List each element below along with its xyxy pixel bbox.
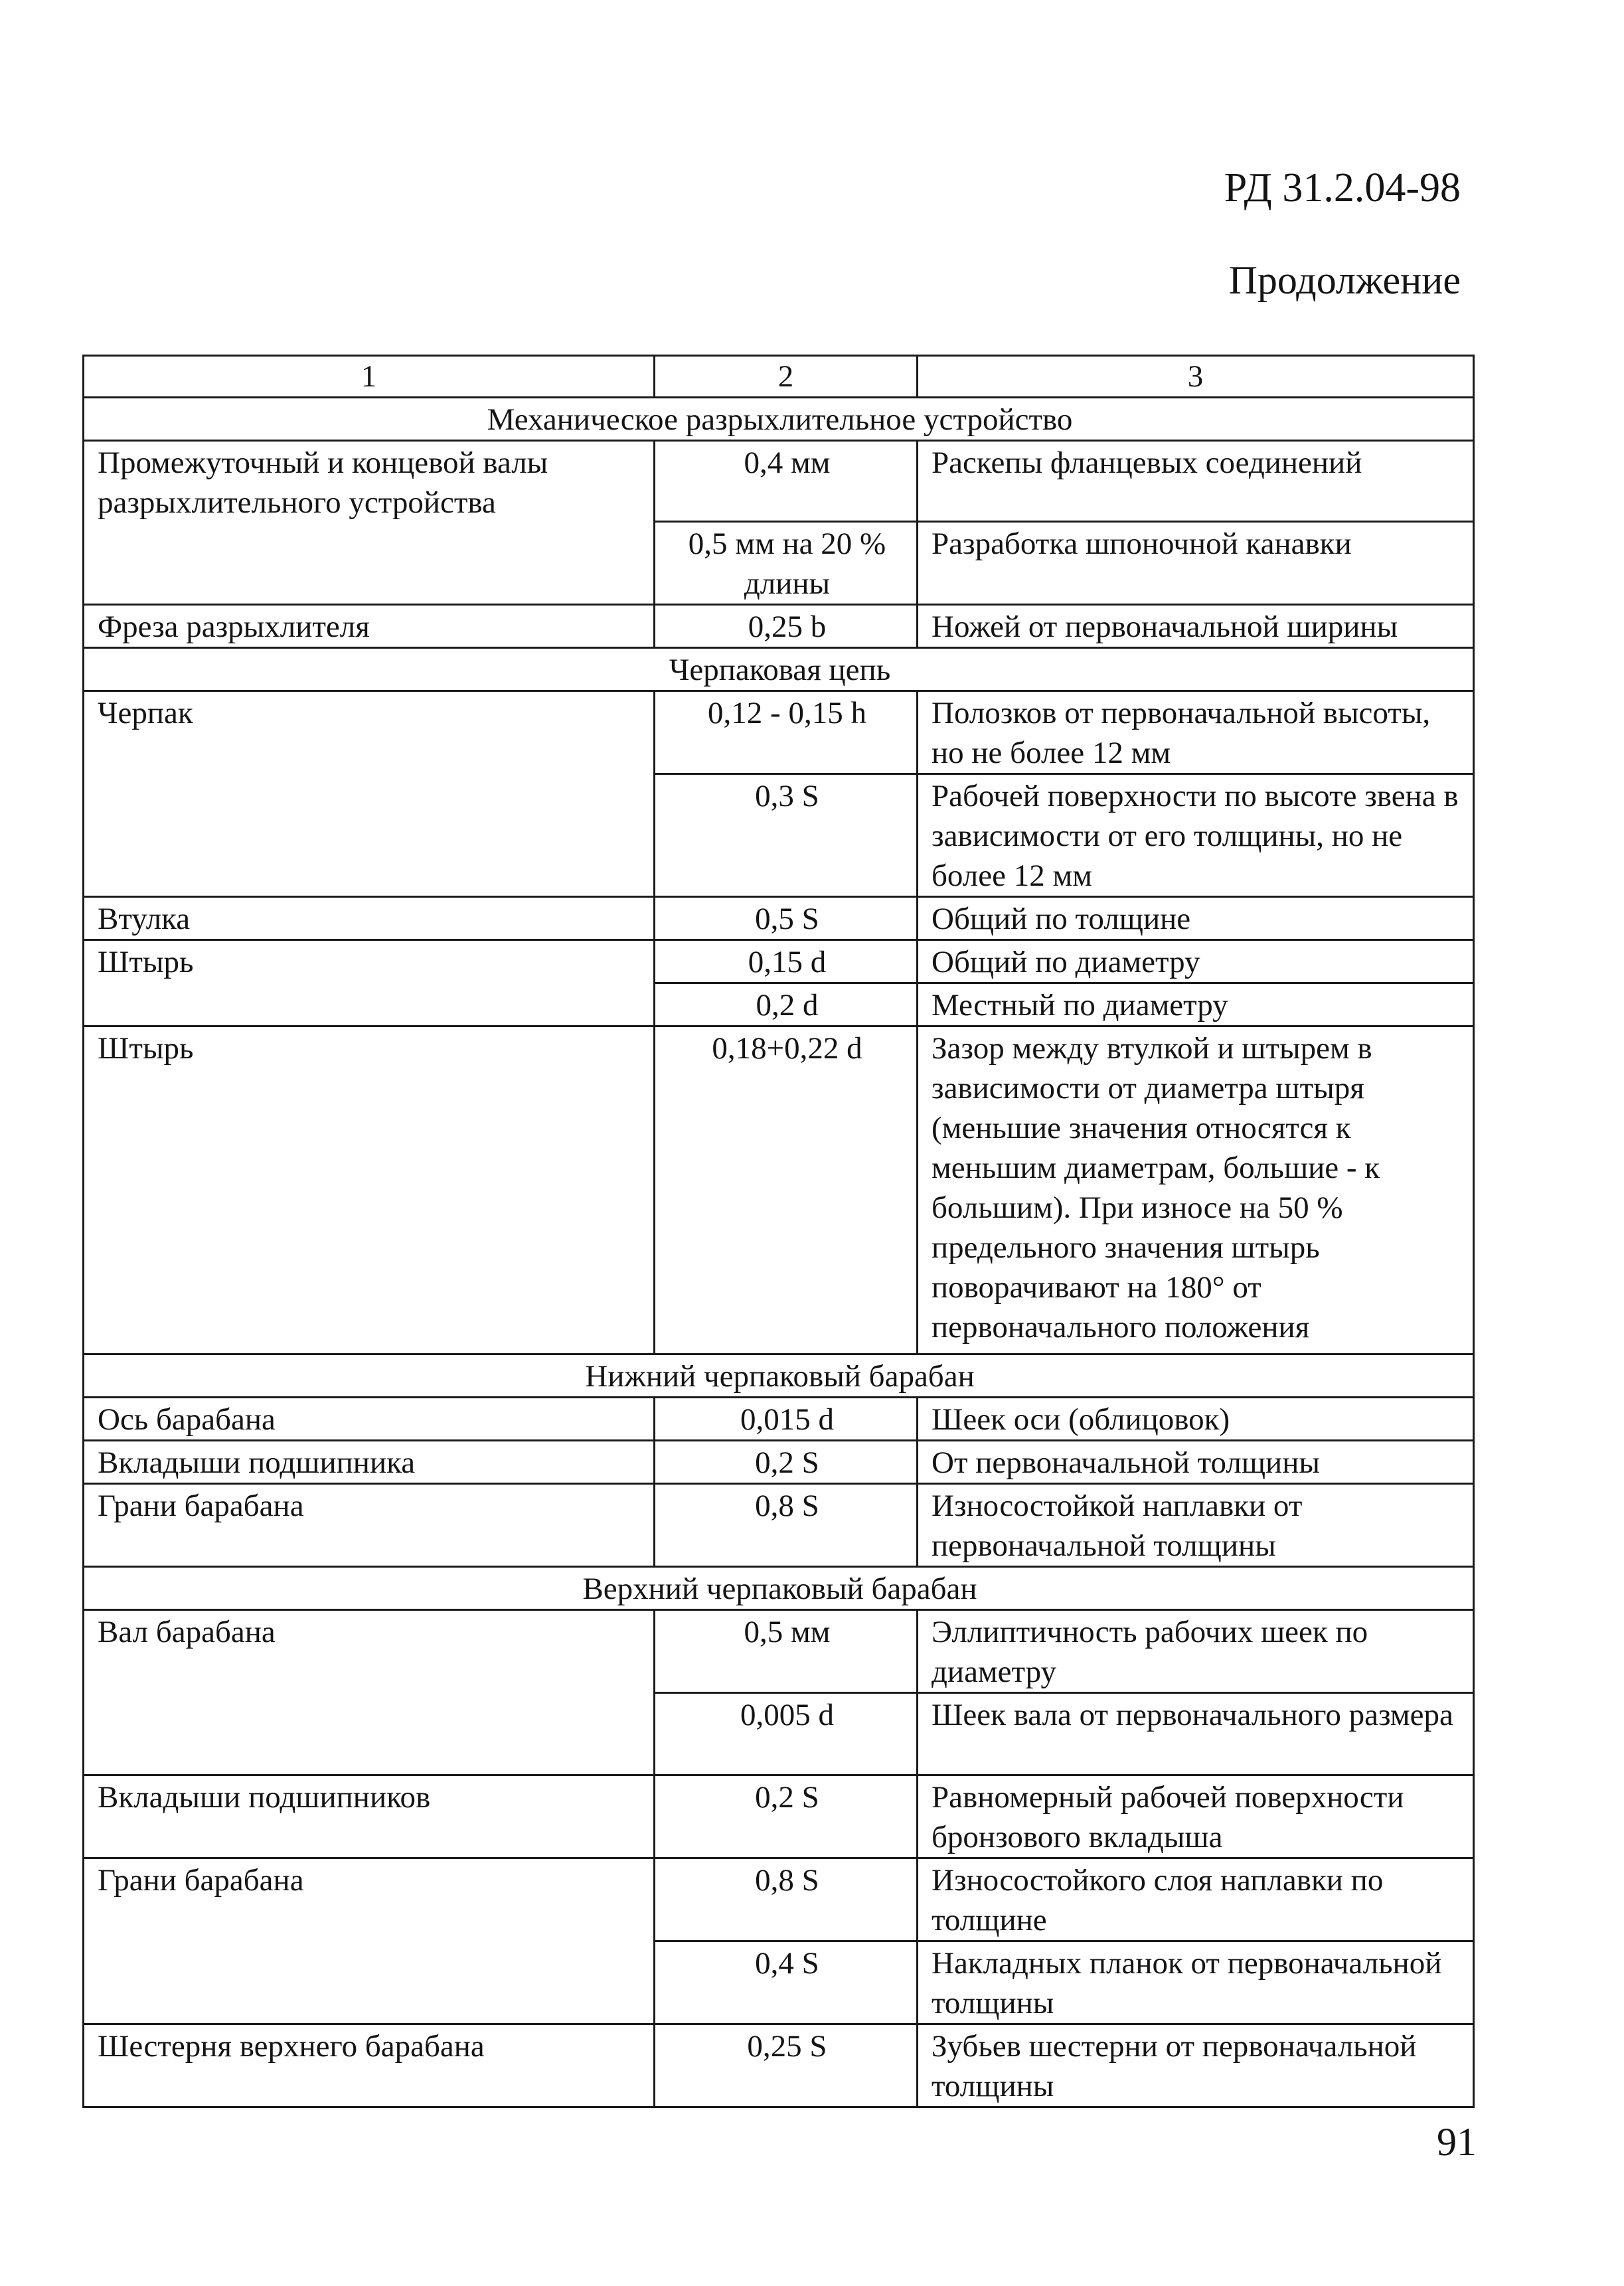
table-row: [84, 1775, 1474, 1858]
value-cell: 0,2 S: [655, 1441, 918, 1484]
part-cell: Втулка: [84, 897, 655, 940]
value-cell: 0,2 d: [655, 983, 918, 1026]
value-cell: 0,25 S: [655, 2024, 918, 2107]
section-row: [84, 398, 1474, 441]
description-cell: Шеек оси (облицовок): [918, 1398, 1474, 1441]
description-cell: Общий по толщине: [918, 897, 1474, 940]
section-row: [84, 1354, 1474, 1398]
description-cell: Зазор между втулкой и штырем в зависимости от диаметра штыря (меньшие значения относятся к меньшим диаметрам, большие - к большим). При износе на 50 % предельного значения штырь поворачивают на 180° от первоначального положения: [918, 1026, 1474, 1354]
value-cell: 0,5 мм: [655, 1610, 918, 1693]
part-cell: Фреза разрыхлителя: [84, 605, 655, 648]
value-cell: 0,2 S: [655, 1775, 918, 1858]
part-cell: Шестерня верхнего барабана: [84, 2024, 655, 2107]
description-cell: Общий по диаметру: [918, 940, 1474, 983]
part-cell: Ось барабана: [84, 1398, 655, 1441]
column-header: 1: [84, 356, 655, 398]
table-row: [84, 1026, 1474, 1354]
section-row: [84, 648, 1474, 691]
description-cell: Эллиптичность рабочих шеек по диаметру: [918, 1610, 1474, 1693]
part-cell: Промежуточный и концевой валы разрыхлительного устройства: [84, 441, 655, 605]
part-cell: Вкладыши подшипника: [84, 1441, 655, 1484]
page-number: 91: [1437, 2120, 1477, 2164]
description-cell: Рабочей поверхности по высоте звена в зависимости от его толщины, но не более 12 мм: [918, 774, 1474, 897]
table-row: [84, 940, 1474, 983]
value-cell: 0,8 S: [655, 1484, 918, 1567]
description-cell: Полозков от первоначальной высоты, но не более 12 мм: [918, 691, 1474, 774]
part-cell: Грани барабана: [84, 1484, 655, 1567]
table-row: [84, 1398, 1474, 1441]
description-cell: Равномерный рабочей поверхности бронзового вкладыша: [918, 1775, 1474, 1858]
value-cell: 0,5 мм на 20 % длины: [655, 522, 918, 605]
section-header: Механическое разрыхлительное устройство: [84, 398, 1474, 441]
value-cell: 0,25 b: [655, 605, 918, 648]
description-cell: Зубьев шестерни от первоначальной толщины: [918, 2024, 1474, 2107]
section-header: Нижний черпаковый барабан: [84, 1354, 1474, 1398]
part-cell: Штырь: [84, 940, 655, 1026]
value-cell: 0,18+0,22 d: [655, 1026, 918, 1354]
value-cell: 0,15 d: [655, 940, 918, 983]
part-cell: Вкладыши подшипников: [84, 1775, 655, 1858]
table-row: [84, 1441, 1474, 1484]
value-cell: 0,005 d: [655, 1693, 918, 1775]
column-header: 3: [918, 356, 1474, 398]
value-cell: 0,3 S: [655, 774, 918, 897]
part-cell: Вал барабана: [84, 1610, 655, 1775]
part-cell: Штырь: [84, 1026, 655, 1354]
table-row: [84, 1484, 1474, 1567]
part-cell: Черпак: [84, 691, 655, 897]
description-cell: Износостойкой наплавки от первоначальной толщины: [918, 1484, 1474, 1567]
description-cell: От первоначальной толщины: [918, 1441, 1474, 1484]
description-cell: Местный по диаметру: [918, 983, 1474, 1026]
header-row: [84, 356, 1474, 398]
description-cell: Разработка шпоночной канавки: [918, 522, 1474, 605]
description-cell: Накладных планок от первоначальной толщины: [918, 1941, 1474, 2024]
section-header: Черпаковая цепь: [84, 648, 1474, 691]
continuation-label: Продолжение: [1228, 258, 1461, 302]
column-header: 2: [655, 356, 918, 398]
document-code: РД 31.2.04-98: [1224, 165, 1461, 210]
section-row: [84, 1567, 1474, 1610]
description-cell: Раскепы фланцевых соединений: [918, 441, 1474, 522]
part-cell: Грани барабана: [84, 1858, 655, 2024]
description-cell: Износостойкого слоя наплавки по толщине: [918, 1858, 1474, 1941]
wear-limits-table: [82, 355, 1475, 2108]
section-header: Верхний черпаковый барабан: [84, 1567, 1474, 1610]
table-row: [84, 897, 1474, 940]
table-row: [84, 605, 1474, 648]
table-row: [84, 691, 1474, 774]
value-cell: 0,8 S: [655, 1858, 918, 1941]
value-cell: 0,4 мм: [655, 441, 918, 522]
description-cell: Шеек вала от первоначального размера: [918, 1693, 1474, 1775]
description-cell: Ножей от первоначальной ширины: [918, 605, 1474, 648]
table-row: [84, 441, 1474, 522]
table-row: [84, 1610, 1474, 1693]
value-cell: 0,015 d: [655, 1398, 918, 1441]
value-cell: 0,4 S: [655, 1941, 918, 2024]
table-row: [84, 1858, 1474, 1941]
value-cell: 0,12 - 0,15 h: [655, 691, 918, 774]
value-cell: 0,5 S: [655, 897, 918, 940]
table-row: [84, 2024, 1474, 2107]
